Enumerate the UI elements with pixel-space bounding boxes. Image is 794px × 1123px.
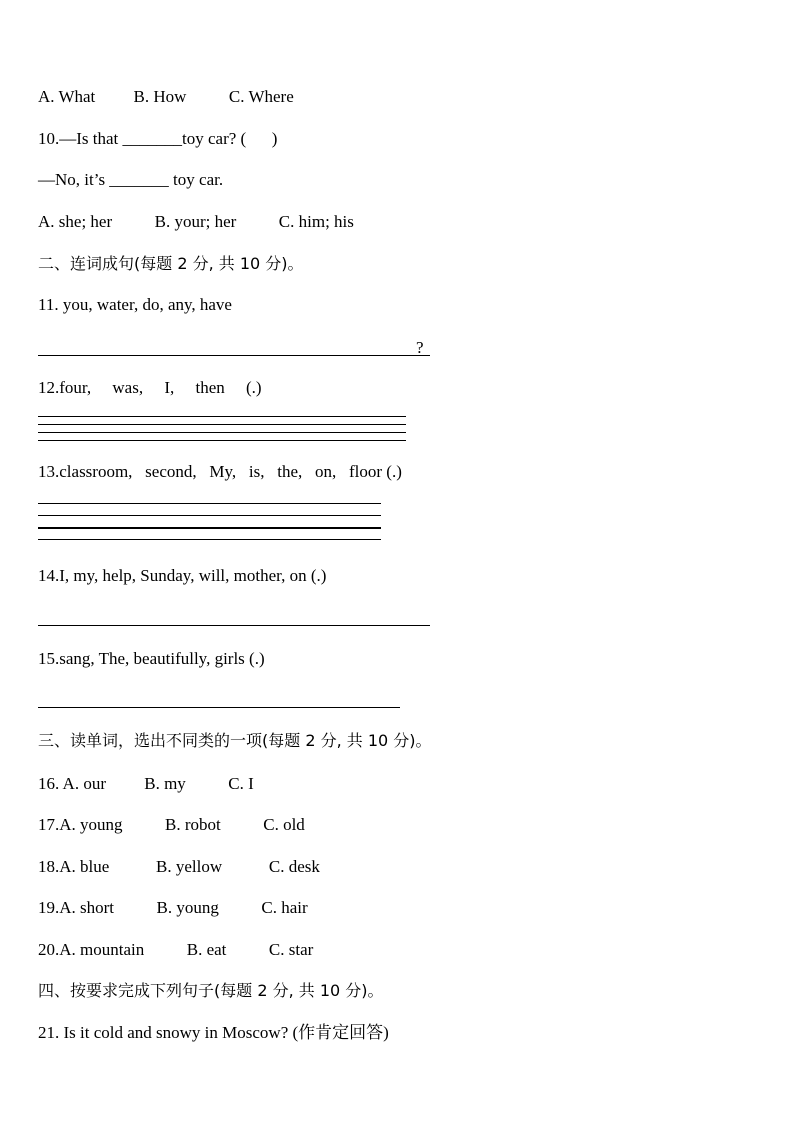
q12-writing-line-2 bbox=[38, 424, 406, 425]
q13-writing-line-3 bbox=[38, 527, 381, 529]
section2-heading: 二、连词成句(每题 2 分, 共 10 分)。 bbox=[38, 254, 304, 273]
q14-answer-line bbox=[38, 625, 430, 626]
section3-heading: 三、读单词，选出不同类的一项(每题 2 分, 共 10 分)。 bbox=[38, 731, 432, 750]
q14-prompt: 14.I, my, help, Sunday, will, mother, on (.) bbox=[38, 566, 327, 585]
q11-answer-line bbox=[38, 355, 430, 356]
q15-prompt: 15.sang, The, beautifully, girls (.) bbox=[38, 649, 265, 668]
q13-writing-line-4 bbox=[38, 539, 381, 540]
q12-prompt: 12.four, was, I, then (.) bbox=[38, 378, 262, 397]
section4-heading: 四、按要求完成下列句子(每题 2 分, 共 10 分)。 bbox=[38, 981, 384, 1000]
q13-prompt: 13.classroom, second, My, is, the, on, floor (.) bbox=[38, 462, 402, 481]
q13-writing-line-1 bbox=[38, 503, 381, 504]
q10-question: 10.—Is that _______toy car? ( ) bbox=[38, 129, 278, 148]
q12-writing-line-4 bbox=[38, 440, 406, 441]
q20-options: 20.A. mountain B. eat C. star bbox=[38, 940, 314, 959]
q10-answer: —No, it’s _______ toy car. bbox=[38, 170, 224, 189]
q18-options: 18.A. blue B. yellow C. desk bbox=[38, 857, 320, 876]
q19-options: 19.A. short B. young C. hair bbox=[38, 898, 308, 917]
q11-prompt: 11. you, water, do, any, have bbox=[38, 295, 232, 314]
q16-options: 16. A. our B. my C. I bbox=[38, 774, 254, 793]
q12-writing-line-1 bbox=[38, 416, 406, 417]
q21-prompt: 21. Is it cold and snowy in Moscow? (作肯定回答) bbox=[38, 1023, 389, 1042]
q17-options: 17.A. young B. robot C. old bbox=[38, 815, 305, 834]
q12-writing-line-3 bbox=[38, 432, 406, 433]
q10-options: A. she; her B. your; her C. him; his bbox=[38, 212, 354, 231]
q11-question-mark: ? bbox=[416, 338, 424, 357]
q13-writing-line-2 bbox=[38, 515, 381, 516]
q9-options: A. What B. How C. Where bbox=[38, 87, 294, 106]
q15-answer-line bbox=[38, 707, 400, 708]
